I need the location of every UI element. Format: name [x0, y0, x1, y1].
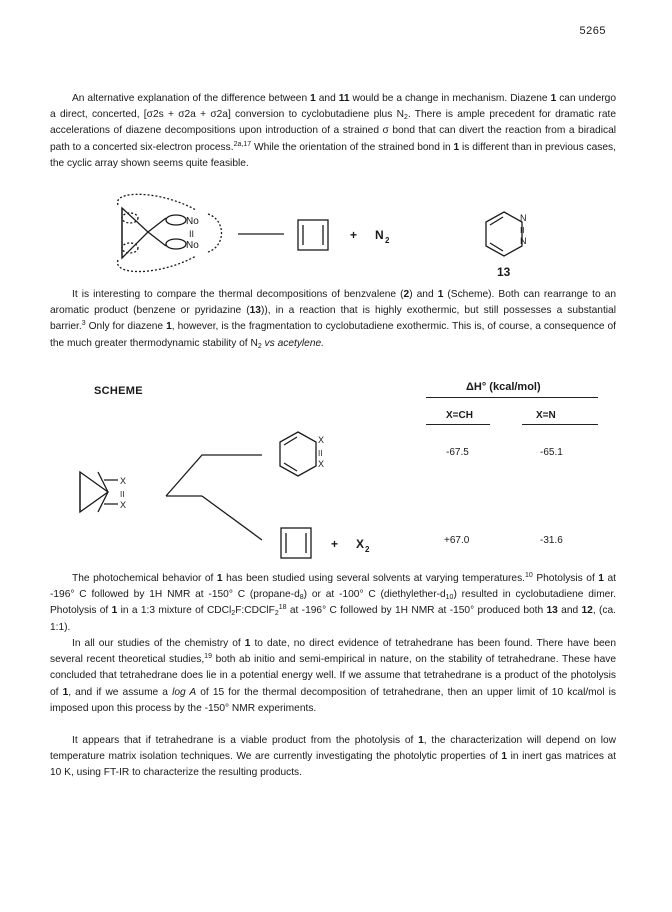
diazene-transition-state — [117, 194, 221, 271]
scheme-aromatic-structure — [280, 432, 316, 476]
scheme-x2-label: X — [356, 537, 365, 551]
scheme-reactant-double: II — [120, 490, 125, 499]
scheme-aromatic-double: II — [318, 449, 323, 458]
nitrogen-label: N — [375, 228, 384, 242]
scheme-aromatic-x-top: X — [318, 435, 325, 445]
diazene-atom-top: No — [186, 216, 199, 227]
compound-label-13: 13 — [497, 265, 511, 279]
scheme-plus: + — [331, 537, 339, 551]
scheme-arrow-lower — [202, 496, 262, 540]
value-cyclobutadiene-xn: -31.6 — [540, 535, 563, 546]
paragraph-thermal-comparison: It is interesting to compare the thermal decompositions of benzvalene (2) and 1 (Scheme). Both can rearrange to an aromatic product (benzene or pyridazine (13)), in a reaction that is highly exothermic, but still possesses a substantial barrier.$^3$ Only for diazene 1, however, is the fragmentation to cyclobutadiene exothermic. This is, of course, a consequence of the much greater thermodynamic stability of $N_2$ vs acetylene. — [50, 289, 616, 350]
diazene-atom-bottom: No — [186, 240, 199, 251]
reaction-plus: + — [350, 228, 358, 242]
orbital-notation: σ2s + σ2a + σ2a — [146, 109, 228, 121]
paragraph-mechanism: An alternative explanation of the difference between 1 and 11 would be a change in mechanism. Diazene 1 can undergo a direct, concerted, [σ2s + σ2a + σ2a] conversion to cyclobutadiene plus $N_2$. There is ample precedent for dramatic rate accelerations of diazene decompositions upon introduction of a strained σ bond that can divert the reaction from a biradical path to a concerted six-electron process.$^{2a,17}$ While the orientation of the strained bond in 1 is different than in previous cases, the cyclic array shown seems quite feasible. — [50, 93, 616, 169]
paragraph-future-work: It appears that if tetrahedrane is a viable product from the photolysis of 1, the characterization will depend on low temperature matrix isolation techniques. We are currently investigating the photolytic properties of 1 in inert gas matrices at 10 K, using FT-IR to characterize the resulting products. — [50, 735, 617, 779]
enthalpy-header: ΔH° (kcal/mol) — [466, 381, 541, 393]
pyridazine-n-bottom: N — [520, 236, 527, 246]
scheme-reactant-structure — [80, 472, 118, 512]
pyridazine-double-bond: II — [520, 226, 525, 235]
scheme-x2-subscript: 2 — [365, 545, 370, 554]
value-aromatic-xch: -67.5 — [446, 447, 469, 458]
scheme-aromatic-x-bottom: X — [318, 459, 325, 469]
paragraph-tetrahedrane: In all our studies of the chemistry of 1 to date, no direct evidence of tetrahedrane has been found. There have been several recent theoretical studies,$^{19}$ both ab initio and semi-empirical in nature, on the stability of tetrahedrane. These have concluded that tetrahedrane does lie in a potential energy well. If we assume that tetrahedrane is a product of the photolysis of 1, and if we assume a log A of 15 for the thermal decomposition of tetrahedrane, then an upper limit of 10 kcal/mol is imposed upon this process by the -150° NMR experiments. — [50, 638, 617, 714]
paragraph-photochemistry: The photochemical behavior of 1 has been studied using several solvents at varying temperatures.$^{10}$ Photolysis of 1 at -196° C followed by 1H NMR at -150° C $(propane-d_8)$ or at -100° C $(diethylether-d_{10})$ resulted in cyclobutadiene dimer. Photolysis of 1 in a 1:3 mixture of CDCl$_2$F:CDClF$_2^{18}$ at -196° C followed by 1H NMR at -150° produced both 13 and 12, (ca. 1:1). — [50, 572, 617, 633]
diazene-double-bond: II — [189, 229, 195, 239]
nitrogen-subscript: 2 — [385, 236, 390, 245]
scheme-reactant-x-top: X — [120, 476, 127, 486]
scheme-cyclobutadiene-structure — [281, 528, 311, 558]
scheme-label: SCHEME — [94, 385, 143, 397]
pyridazine-n-top: N — [520, 213, 527, 223]
column-header-xch: X=CH — [446, 410, 473, 421]
scheme-reactant-x-bottom: X — [120, 500, 127, 510]
scheme-arrow-upper — [166, 455, 262, 496]
page-number: 5265 — [579, 25, 606, 37]
column-header-xn: X=N — [536, 410, 556, 421]
value-cyclobutadiene-xch: +67.0 — [444, 535, 470, 546]
cyclobutadiene-structure-1 — [298, 220, 328, 250]
value-aromatic-xn: -65.1 — [540, 447, 563, 458]
